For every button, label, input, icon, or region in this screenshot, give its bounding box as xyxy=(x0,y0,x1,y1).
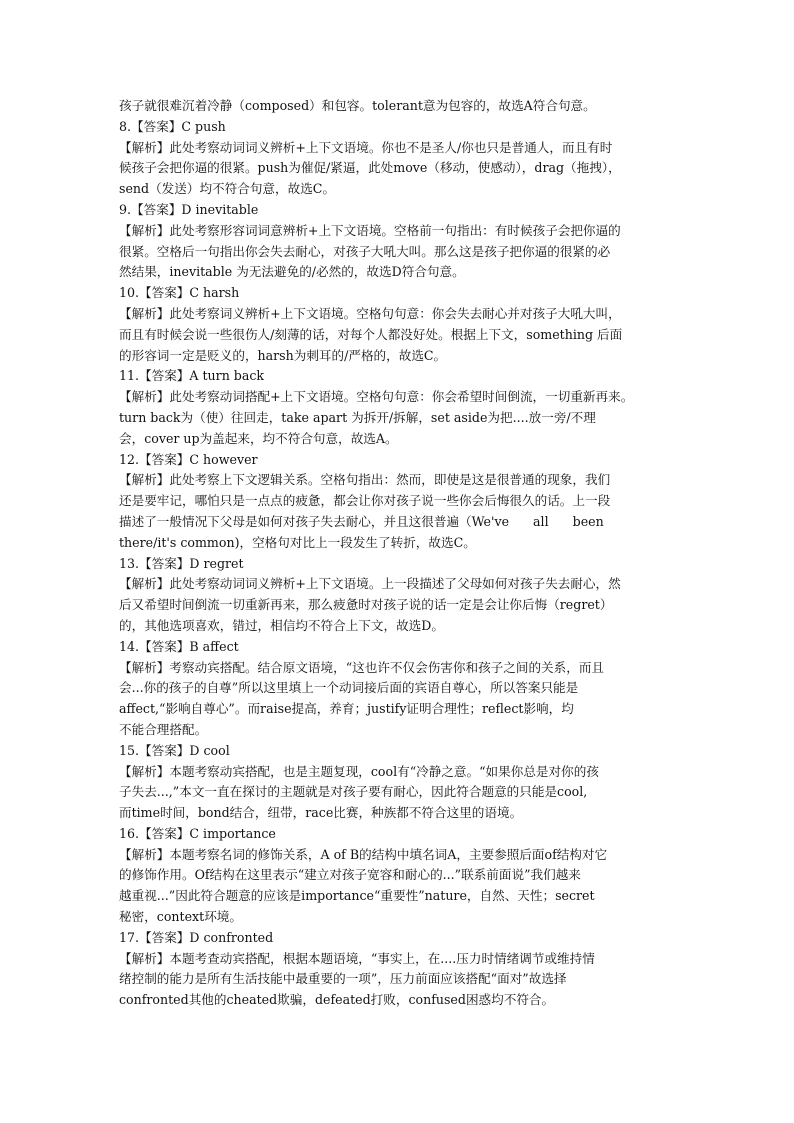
answer-line: 17.【答案】D confronted xyxy=(119,929,274,945)
answer-line: 9.【答案】D inevitable xyxy=(119,201,259,217)
explanation-line: 的形容词一定是贬义的，harsh为刺耳的/严格的，故选C。 xyxy=(119,347,447,363)
explanation-line: 【解析】本题考察动宾搭配，也是主题复现，cool有“冷静之意。“如果你总是对你的孩 xyxy=(119,763,599,779)
explanation-line: 后又希望时间倒流一切重新再来，那么疲惫时对孩子说的话一定是会让你后悔（regret） xyxy=(119,597,613,613)
explanation-line: 【解析】此处考察动词词义辨析+上下文语境。你也不是圣人/你也只是普通人，而且有时 xyxy=(119,139,613,155)
explanation-line: 越重视...”因此符合题意的应该是importance“重要性”nature，自然、天性；secret xyxy=(119,888,595,904)
explanation-line: 【解析】此处考察上下文逻辑关系。空格句指出：然而，即使是这是很普通的现象，我们 xyxy=(119,472,611,488)
explanation-line: 【解析】考察动宾搭配。结合原文语境，“这也许不仅会伤害你和孩子之间的关系，而且 xyxy=(119,659,605,675)
answer-line: 13.【答案】D regret xyxy=(119,555,244,571)
explanation-line: 很紧。空格后一句指出你会失去耐心，对孩子大吼大叫。那么这是孩子把你逼的很紧的必 xyxy=(119,243,611,259)
explanation-line: 【解析】本题考查动宾搭配，根据本题语境，“事实上，在....压力时情绪调节或维持情 xyxy=(119,950,595,966)
answer-item-17 xyxy=(119,928,679,1011)
explanation-line: 【解析】此处考察形容词词意辨析+上下文语境。空格前一句指出：有时候孩子会把你逼的 xyxy=(119,222,621,238)
intro-line: 孩子就很难沉着冷静（composed）和包容。tolerant意为包容的，故选A符合句意。 xyxy=(119,98,596,113)
explanation-line: confronted其他的cheated欺骗，defeated打败，confused困惑均不符合。 xyxy=(119,992,555,1008)
explanation-line: 秘密，context环境。 xyxy=(119,909,242,925)
explanation-line: turn back为（使）往回走，take apart 为拆开/拆解，set aside为把....放一旁/不理 xyxy=(119,409,596,425)
explanation-line: affect,“影响自尊心”。而raise提高，养育；justify证明合理性；reflect影响，均 xyxy=(119,701,574,717)
answer-line: 10.【答案】C harsh xyxy=(119,285,240,301)
explanation-line: 会...你的孩子的自尊”所以这里填上一个动词接后面的宾语自尊心，所以答案只能是 xyxy=(119,680,579,696)
explanation-line: 而且有时候会说一些很伤人/刻薄的话，对每个人都没好处。根据上下文，something 后面 xyxy=(119,326,623,342)
answer-item-12 xyxy=(119,450,679,554)
explanation-line: 子失去...,”本文一直在探讨的主题就是对孩子要有耐心，因此符合题意的只能是cool, xyxy=(119,784,588,800)
answer-line: 16.【答案】C importance xyxy=(119,825,276,841)
answer-item-16 xyxy=(119,824,679,928)
explanation-line: 【解析】此处考察动词词义辨析+上下文语境。上一段描述了父母如何对孩子失去耐心，然 xyxy=(119,576,621,592)
explanation-line: 然结果，inevitable 为无法避免的/必然的，故选D符合句意。 xyxy=(119,264,465,280)
explanation-line: 【解析】此处考察词义辨析+上下文语境。空格句句意：你会失去耐心并对孩子大吼大叫， xyxy=(119,305,621,321)
answer-line: 15.【答案】D cool xyxy=(119,742,230,758)
explanation-line: 描述了一般情况下父母是如何对孩子失去耐心，并且这很普遍（We've all been xyxy=(119,513,604,529)
answer-item-10 xyxy=(119,283,679,366)
answer-item-14 xyxy=(119,637,679,741)
answer-item-15 xyxy=(119,741,679,824)
answer-line: 12.【答案】C however xyxy=(119,451,258,467)
answer-line: 14.【答案】B affect xyxy=(119,638,239,654)
explanation-line: 绪控制的能力是所有生活技能中最重要的一项”，压力前面应该搭配“面对”故选择 xyxy=(119,971,567,987)
explanation-line: there/it's common)，空格句对比上一段发生了转折，故选C。 xyxy=(119,534,476,550)
explanation-line: 还是要牢记，哪怕只是一点点的疲惫，都会让你对孩子说一些你会后悔很久的话。上一段 xyxy=(119,493,611,509)
answer-line: 8.【答案】C push xyxy=(119,118,226,134)
answer-item-11 xyxy=(119,366,679,449)
explanation-line: 不能合理搭配。 xyxy=(119,721,208,737)
explanation-line: 【解析】此处考察动词搭配+上下文语境。空格句句意：你会希望时间倒流，一切重新再来。 xyxy=(119,389,634,405)
explanation-line: 的修饰作用。Of结构在这里表示“建立对孩子宽容和耐心的...”联系前面说”我们越来 xyxy=(119,867,581,883)
explanation-line: 候孩子会把你逼的很紧。push为催促/紧逼，此处move（移动，使感动），drag（拖拽）， xyxy=(119,160,621,176)
answer-key-document xyxy=(119,96,679,1011)
explanation-line: 【解析】本题考察名词的修饰关系，A of B的结构中填名词A，主要参照后面of结构对它 xyxy=(119,846,608,862)
explanation-line: 会，cover up为盖起来，均不符合句意，故选A。 xyxy=(119,430,398,446)
answer-line: 11.【答案】A turn back xyxy=(119,368,265,384)
answer-item-9 xyxy=(119,200,679,283)
explanation-line: 的，其他选项喜欢，错过，相信均不符合上下文，故选D。 xyxy=(119,617,444,633)
answer-item-8 xyxy=(119,117,679,200)
explanation-line: 而time时间，bond结合，纽带，race比赛，种族都不符合这里的语境。 xyxy=(119,805,523,821)
answer-item-13 xyxy=(119,554,679,637)
explanation-line: send（发送）均不符合句意，故选C。 xyxy=(119,181,336,197)
